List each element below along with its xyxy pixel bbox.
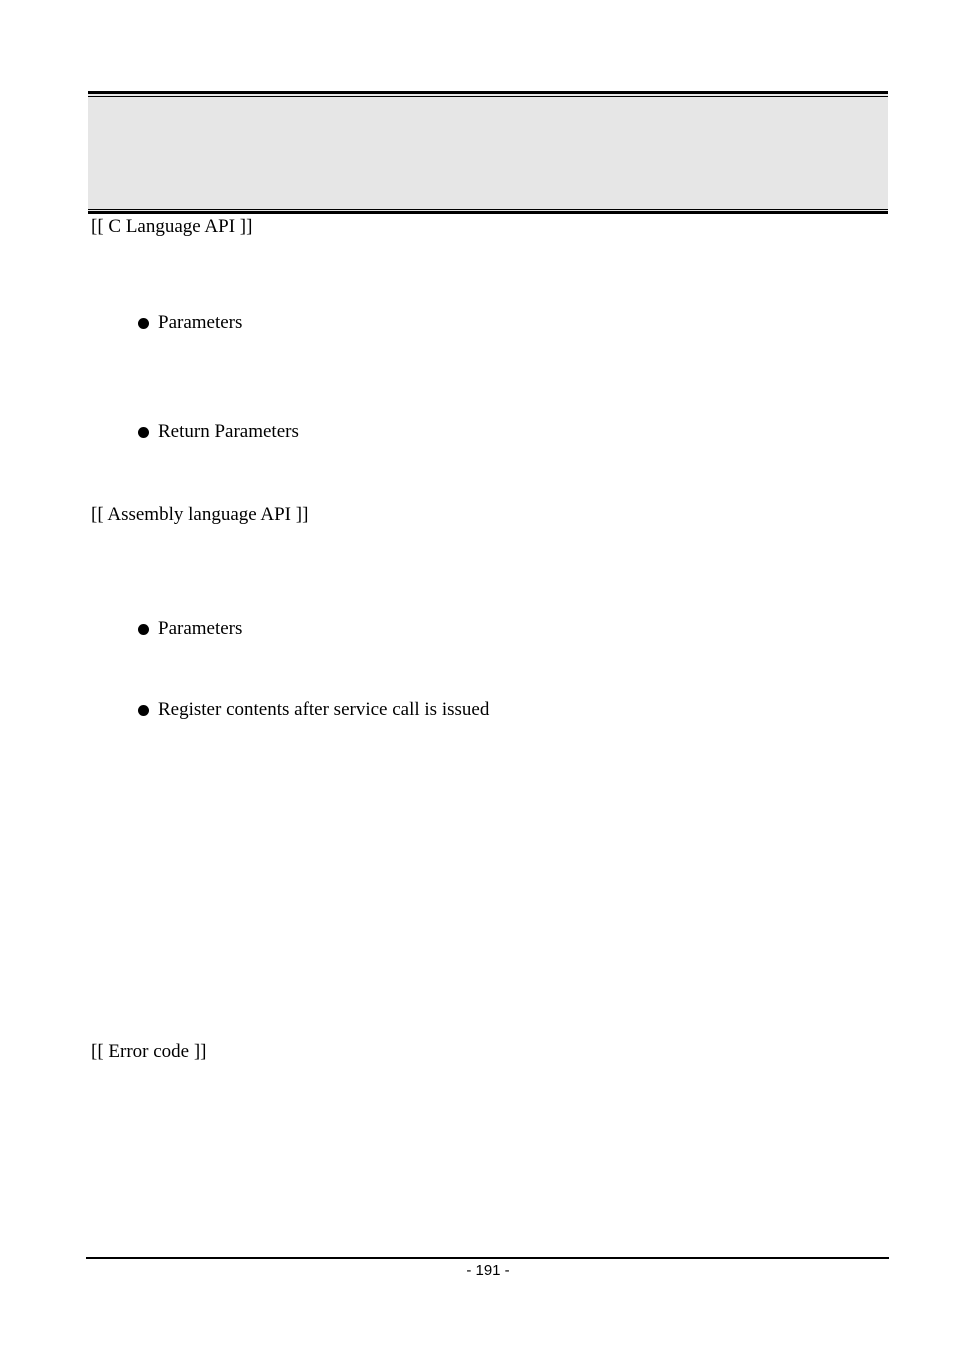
- bullet-icon: [138, 624, 149, 635]
- title-banner-bottom-rule: [88, 211, 888, 214]
- title-banner-top-inner-rule: [88, 96, 888, 97]
- footer-rule: [86, 1257, 889, 1259]
- asm-api-parameters-bullet: [138, 618, 242, 640]
- asm-api-parameters-label: Parameters: [158, 618, 243, 639]
- title-banner-bottom-inner-rule: [88, 209, 888, 210]
- asm-api-register-contents-bullet: [138, 699, 489, 721]
- assembly-language-api-heading: [[ Assembly language API ]]: [91, 504, 309, 525]
- asm-api-register-contents-label: Register contents after service call is issued: [158, 699, 490, 720]
- c-api-parameters-bullet: [138, 312, 242, 334]
- c-api-return-parameters-label: Return Parameters: [158, 421, 299, 442]
- title-banner-top-rule: [88, 91, 888, 94]
- c-api-parameters-label: Parameters: [158, 312, 243, 333]
- page-number: - 191 -: [466, 1262, 510, 1279]
- c-api-return-parameters-bullet: [138, 421, 299, 443]
- bullet-icon: [138, 318, 149, 329]
- c-language-api-heading: [[ C Language API ]]: [91, 216, 253, 237]
- bullet-icon: [138, 427, 149, 438]
- bullet-icon: [138, 705, 149, 716]
- title-banner: [88, 91, 888, 214]
- error-code-heading: [[ Error code ]]: [91, 1041, 207, 1062]
